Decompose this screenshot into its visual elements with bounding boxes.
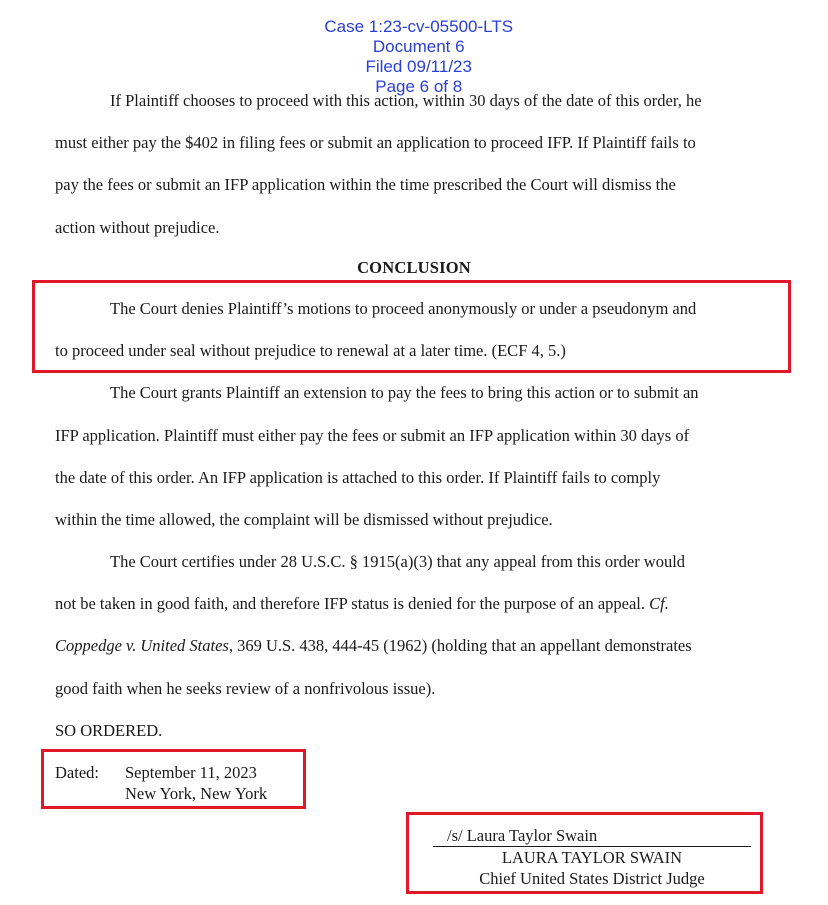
signature-line: /s/ Laura Taylor Swain: [433, 825, 751, 847]
case-number: Case 1:23-cv-05500-LTS: [324, 17, 514, 36]
case-header: [0, 0, 828, 97]
paragraph-3-line-4: within the time allowed, the complaint will be dismissed without prejudice.: [55, 510, 553, 529]
paragraph-1-line-4: action without prejudice.: [55, 218, 220, 237]
dated-place: New York, New York: [125, 784, 268, 803]
conclusion-heading: CONCLUSION: [357, 258, 471, 277]
case-citation-name: Coppedge v. United States: [55, 636, 229, 655]
highlight-box-signature: [406, 812, 763, 894]
judge-title: Chief United States District Judge: [479, 869, 705, 888]
paragraph-4-line-2-text: not be taken in good faith, and therefore IFP status is denied for the purpose of an appeal.: [55, 594, 646, 613]
paragraph-4-line-2: [55, 594, 669, 614]
page-number: Page 6 of 8: [375, 77, 463, 96]
paragraph-4-line-4: good faith when he seeks review of a nonfrivolous issue).: [55, 679, 436, 698]
paragraph-4-line-1: The Court certifies under 28 U.S.C. § 1915(a)(3) that any appeal from this order would: [110, 552, 686, 571]
dated-label: Dated:: [55, 763, 99, 782]
paragraph-2-line-1: The Court denies Plaintiff’s motions to proceed anonymously or under a pseudonym and: [110, 299, 697, 318]
paragraph-1-line-3: pay the fees or submit an IFP application within the time prescribed the Court will dismiss the: [55, 175, 676, 194]
paragraph-2-line-2: to proceed under seal without prejudice to renewal at a later time. (ECF 4, 5.): [55, 341, 566, 360]
filed-date: Filed 09/11/23: [365, 57, 472, 76]
paragraph-4-line-3: [55, 636, 692, 656]
paragraph-1-line-1: If Plaintiff chooses to proceed with this action, within 30 days of the date of this order, he: [110, 91, 702, 110]
case-citation-text: , 369 U.S. 438, 444-45 (1962) (holding that an appellant demonstrates: [228, 636, 692, 655]
highlight-box-dated: [41, 749, 306, 809]
paragraph-3-line-2: IFP application. Plaintiff must either pay the fees or submit an IFP application within 30 days of: [55, 426, 690, 445]
paragraph-3-line-3: the date of this order. An IFP application is attached to this order. If Plaintiff fails to comply: [55, 468, 661, 487]
paragraph-1-line-2: must either pay the $402 in filing fees or submit an application to proceed IFP. If Plaintiff fails to: [55, 133, 696, 152]
so-ordered: SO ORDERED.: [55, 721, 163, 740]
cf-signal: Cf.: [649, 594, 669, 613]
judge-name: LAURA TAYLOR SWAIN: [501, 848, 683, 867]
highlight-box-conclusion: [32, 280, 791, 373]
dated-date: September 11, 2023: [125, 763, 257, 782]
paragraph-3-line-1: The Court grants Plaintiff an extension to pay the fees to bring this action or to submit an: [110, 383, 699, 402]
document-number: Document 6: [372, 37, 465, 56]
